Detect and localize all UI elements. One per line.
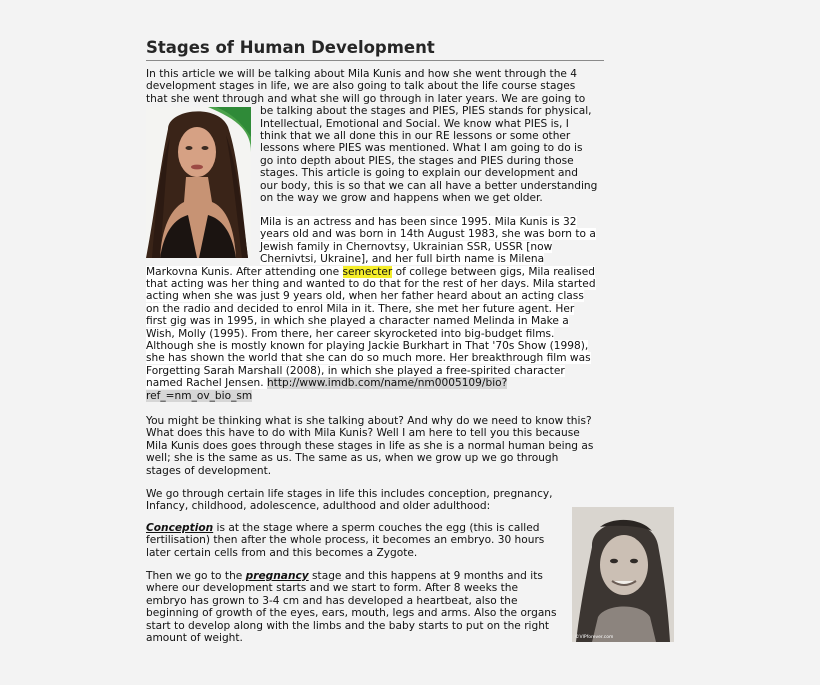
- imdb-link[interactable]: http://www.imdb.com/name/nm0005109/bio?: [266, 377, 508, 390]
- conception-term: Conception: [146, 522, 214, 534]
- text-line: lessons where PIES was mentioned. What I am going to do is: [260, 142, 583, 155]
- text-line: What does this have to do with Mila Kunis? Well I am here to tell you this because: [146, 427, 580, 440]
- text-line: stages of development.: [146, 464, 272, 477]
- page-title: Stages of Human Development: [146, 38, 435, 57]
- text-line: on the radio and decided to enrol Mila in it. There, she met her future agent. Her: [146, 302, 575, 315]
- text-line: of college between gigs, Mila realised: [392, 265, 596, 278]
- biography-paragraph: [146, 216, 606, 402]
- conception-paragraph: [146, 522, 606, 559]
- title-divider: [146, 60, 604, 61]
- text-line: development stages in life, we are also going to talk about the life course stages: [146, 80, 576, 93]
- text-line: Markovna Kunis. After attending one: [146, 265, 343, 278]
- text-line: well; she is the same as us. The same as us, when we grow up we go through: [146, 452, 559, 465]
- life-stages-paragraph: [146, 488, 606, 513]
- text-line: first gig was in 1995, in which she played a character named Melinda in Make a: [146, 315, 569, 328]
- text-line: is at the stage where a sperm couches the egg (this is called: [213, 522, 540, 534]
- text-line: In this article we will be talking about Mila Kunis and how she went through the 4: [146, 68, 578, 80]
- text-line: Although she is mostly known for playing Jackie Burkhart in That '70s Show (1998),: [146, 340, 589, 353]
- text-line: our body, this is so that we can all have a better understanding: [260, 179, 598, 192]
- text-line: named Rachel Jensen.: [146, 377, 267, 390]
- text-line: You might be thinking what is she talking about? And why do we need to know this?: [146, 415, 592, 427]
- text-line: that acting was her thing and wanted to do that for the rest of her days. Mila started: [146, 278, 596, 291]
- text-line: Mila is an actress and has been since 1995. Mila Kunis is 32: [260, 216, 577, 228]
- text-line: Forgetting Sarah Marshall (2008), in which she played a free-spirited character: [146, 364, 565, 377]
- text-line: stages. This article is going to explain our development and: [260, 167, 578, 180]
- text-line: she has shown the world that she can do so much more. Her breakthrough film was: [146, 352, 591, 365]
- text-line: We go through certain life stages in life this includes conception, pregnancy,: [146, 488, 553, 500]
- pregnancy-term: pregnancy: [245, 570, 309, 582]
- text-line: be talking about the stages and PIES, PIES stands for physical,: [260, 105, 592, 118]
- text-line: Jewish family in Chernovtsy, Ukrainian SSR, USSR [now: [260, 240, 553, 253]
- pregnancy-paragraph: [146, 570, 606, 644]
- text-line: acting when she was just 9 years old, when her father heard about an acting class: [146, 290, 584, 303]
- text-line: on the way we grow and happens when we get older.: [260, 192, 543, 205]
- text-line: Infancy, childhood, adolescence, adulthood and older adulthood:: [146, 500, 491, 513]
- text-line: amount of weight.: [146, 632, 243, 645]
- text-line: where our development starts and we start to form. After 8 weeks the: [146, 582, 518, 595]
- text-line: years old and was born in 14th August 1983, she was born to a: [260, 228, 596, 241]
- text-line: fertilisation) then after the whole process, it becomes an embryo. 30 hours: [146, 534, 545, 547]
- text-line: Chernivtsi, Ukraine], and her full birth name is Milena: [260, 253, 545, 266]
- text-line: think that we all done this in our RE lessons or some other: [260, 130, 571, 143]
- text-line: Mila Kunis does goes through these stages in life as she is a normal human being as: [146, 439, 594, 452]
- text-line: stage and this happens at 9 months and its: [308, 570, 543, 582]
- photo-credit: ©VIPforever.com: [575, 635, 614, 640]
- text-line: embryo has grown to 3-4 cm and has developed a heartbeat, also the: [146, 594, 518, 607]
- imdb-link-continued[interactable]: ref_=nm_ov_bio_sm: [146, 389, 253, 402]
- intro-paragraph: [146, 68, 606, 204]
- text-line: later certain cells from and this becomes a Zygote.: [146, 546, 418, 559]
- explanation-paragraph: [146, 415, 606, 477]
- text-line: beginning of growth of the eyes, ears, mouth, legs and arms. Also the organs: [146, 607, 557, 620]
- text-line: Wish, Molly (1995). From there, her career skyrocketed into big-budget films.: [146, 327, 555, 340]
- text-line: Intellectual, Emotional and Social. We know what PIES is, I: [260, 117, 569, 130]
- highlighted-word: semecter: [342, 265, 393, 278]
- text-line: start to develop along with the limbs and the baby starts to put on the right: [146, 619, 550, 632]
- text-line: that she went through and what she will go through in later years. We are going to: [146, 92, 586, 105]
- text-line: go into depth about PIES, the stages and PIES during those: [260, 154, 574, 167]
- text-line: Then we go to the: [146, 570, 246, 582]
